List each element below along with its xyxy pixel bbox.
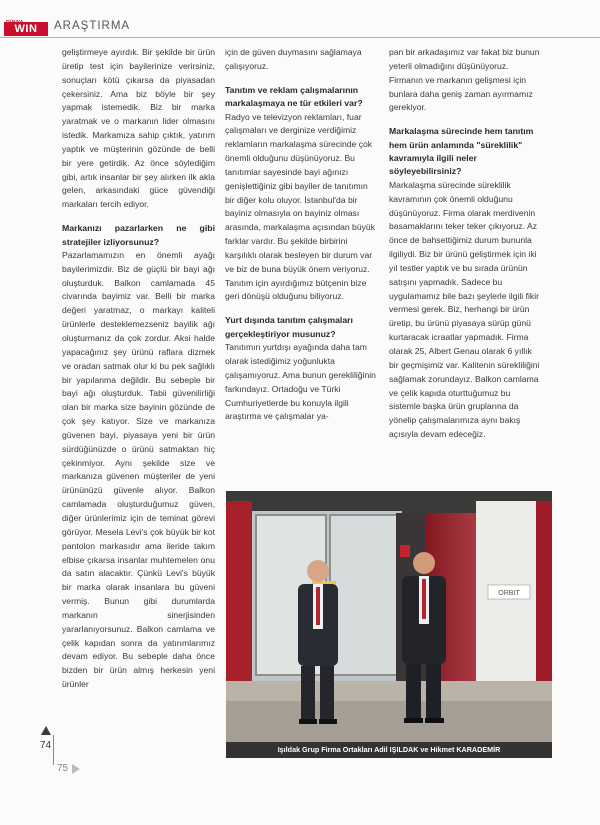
paragraph: Markalaşma sürecinde süreklilik kavramının çok önemli olduğunu düşünüyoruz. Firma olarak merdivenin basamaklarını teker teker çıkıyoruz. Az önce de bahsettiğimiz durum bununla ilgiliydi. Biz bir ürünü geliştirmek için iki yıl testler yaptık ve bu sırada ürünün satışını yapmadık. Sadece bu uygulamamız bile bazı şeylerle ilgili fikir vermesi gerek. Biz, herhangi bir ürün üretip, bu ürünü piyasaya sürüp günü kurtaracak icraatlar yapmadık. Firma olarak 25, Albert Genau olarak 6 yıllık bir geçmişimiz var. Kalitenin sürekliliğini sağlamak zorundayız. Balkon camlama ve çelik kapıda oturttuğumuz bu sistemle başka ürün gruplarına da yönelip çalışmalarımıza aynı bakış açısıyla devam edeceğiz. xyxy=(389,179,540,440)
triangle-right-icon xyxy=(72,764,80,774)
question-heading: Yurt dışında tanıtım çalışmaları gerçekleştiriyor musunuz? xyxy=(225,315,353,339)
booth-photo xyxy=(226,491,552,758)
photo-caption: Işıldak Grup Firma Ortakları Adil IŞILDAK ve Hikmet KARADEMİR xyxy=(226,742,552,758)
logo-text: WIN xyxy=(14,23,38,35)
article-column-3 xyxy=(389,46,541,442)
logo-small-text: DÜNYA xyxy=(6,20,24,26)
page-number-right: 75 xyxy=(57,763,69,774)
paragraph: geliştirmeye ayırdık. Bir şekilde bir ürün üretip test için bayilerinize verirsiniz, sonuçları kötü çıkarsa da piyasadan çekersiniz. Ama biz böyle bir şey yapmak istemedik. Biz bir marka yaratmak ve o markanın lider olmasını istedik. Markamıza sahip çıktık, yatırım yaptık ve müşterinin gözünde de belli bir yere getirdik. Az önce söylediğim gibi, artık insanlar bir şey alırken ilk akla gelen, arkasındaki güce güvendiği markaları tercih ediyor. xyxy=(62,47,215,210)
header-divider xyxy=(0,37,600,38)
orbit-sign: ORBIT xyxy=(498,590,520,597)
magazine-logo xyxy=(4,22,48,36)
question-heading: Markalaşma sürecinde hem tanıtım hem ürün anlamında "süreklilik" kavramıyla ilgili neler söyleyebilirsiniz? xyxy=(389,126,534,177)
section-title: ARAŞTIRMA xyxy=(54,20,131,32)
paragraph: pan bir arkadaşımız var fakat biz bunun yeterli olmadığını düşünüyoruz. Firmanın ve markanın gelişmesi için bunlara daha geniş zaman ayırmamız gerekiyor. xyxy=(389,47,540,113)
paragraph: için de güven duymasını sağlamaya çalışıyoruz. xyxy=(225,47,362,71)
page-number-divider xyxy=(53,735,54,765)
article-column-2 xyxy=(225,46,377,424)
page-number-left: 74 xyxy=(40,740,52,751)
article-column-1 xyxy=(62,46,215,692)
question-heading: Tanıtım ve reklam çalışmalarının markalaşmaya ne tür etkileri var? xyxy=(225,84,363,109)
paragraph: Pazarlamamızın en önemli ayağı bayilerimizdir. Biz de güçlü bir bayi ağı oluşturduk. Balkon camlamada 45 civarında bayimiz var. Belli bir marka değeri yaratmaz, o markayı kaliteli ürünlerle desteklemezseniz bayilik ağı oluşturmanız da çok zordur. Aksi halde yapacağınız şey ürünü raflara dizmek ve oradan satmak olur ki bu pek sağlıklı bir yapılanma değildir. Bu sebeple bir bayi ağı oluşturduk. Tabii güvenilirliği olan bir marka size bayinin gözünde de çok şey katıyor. Size ve markanıza güvenen bayi, piyasaya yeni bir ürün sürdüğünüzde o ürünü satmaktan hiç çekinmiyor. Aynı şekilde size ve markanıza güvenen müşteriler de yeni ürününüzü güvenle alıyor. Balkon camlamada oluşturduğumuz güven, diğer ürünlerimiz için de teminat görevi görüyor. Mesela Levi's çok büyük bir kot pantolon markasıdır ama ileride takım elbise çıkarsa insanlar muhtemelen onu da satın alacaktır. Çünkü Levi's büyük bir marka olarak insanlara bu güveni vermiş. Bunun gibi durumlarda markanın sinerjisinden yararlanıyorsunuz. Balkon camlama ve çelik kapıdan sonra da yatırımlarımız devam ediyor. Bu sebeple daha önce bizden bir ürün almış herkesin yeni ürünler xyxy=(62,249,215,690)
triangle-up-icon xyxy=(41,726,51,735)
question-heading: Markanızı pazarlarken ne gibi stratejiler izliyorsunuz? xyxy=(62,223,215,247)
paragraph: Radyo ve televizyon reklamları, fuar çalışmaları ve derginize verdiğimiz reklamların markalaşma sürecinde çok önemli olduğunu düşünüyoruz. Bu tanıtımlar sayesinde bayi ağınızı genişlettiğiniz gibi bayiler de tanıtımın bir diğer kolu oluyor. İstanbul'da bir bayiniz olmasıyla on bayiniz olması arasında, markalaşma açısından büyük farklar vardır. Bu şekilde birbirini karşılıklı olarak besleyen bir durum var ve biz de buna büyük önem veriyoruz. Tanıtım için ayırdığımız bütçenin bize geri dönüşü olduğunu biliyoruz. xyxy=(225,111,375,302)
paragraph: Tanıtımın yurtdışı ayağında daha tam olarak istediğimiz yoğunlukta çalışamıyoruz. Ama bunun gerekliliğinin farkındayız. Ortadoğu ve Türki Cumhuriyetlerde bu konuyla ilgili araştırma ve çalışmalar ya- xyxy=(225,342,376,422)
